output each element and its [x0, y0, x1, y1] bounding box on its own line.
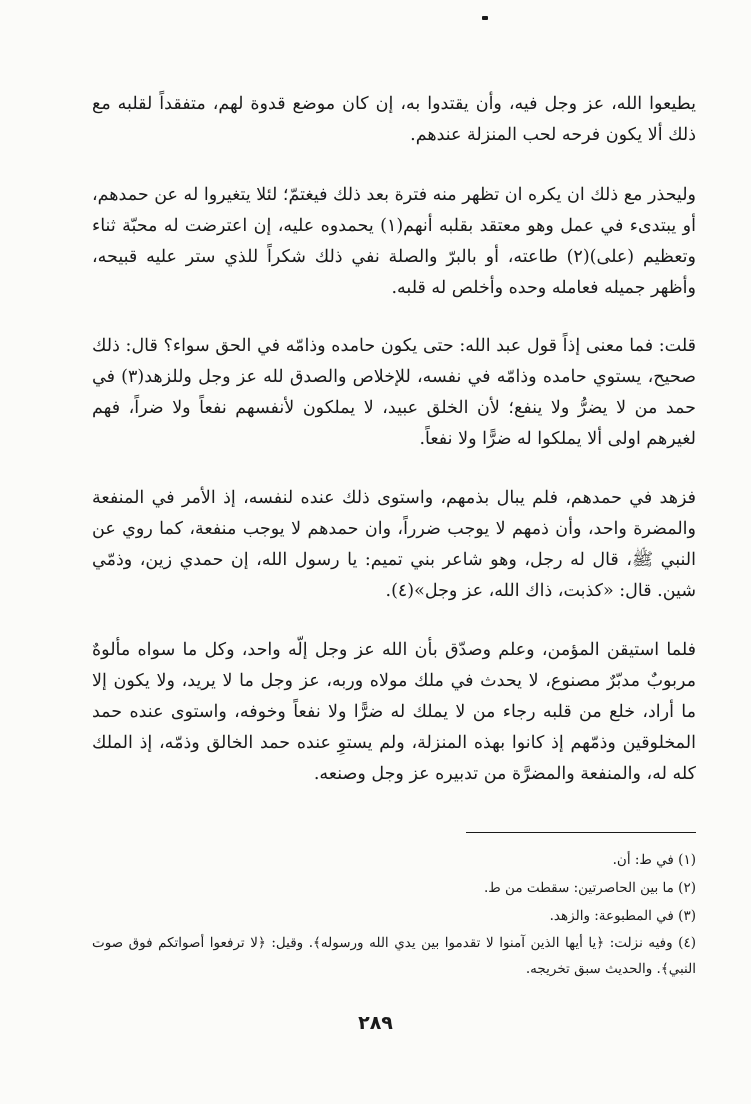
- footnote-separator: [466, 832, 696, 833]
- paragraph-text: يطيعوا الله، عز وجل فيه، وأن يقتدوا به، إن كان موضع قدوة لهم، متفقداً لقلبه مع ذلك ألا يكون فرحه لحب المنزلة عندهم.: [92, 94, 696, 145]
- paragraph-1: [92, 89, 696, 151]
- paragraph-text: فلما استيقن المؤمن، وعلم وصدّق بأن الله عز وجل إلّه واحد، وكل ما سواه مألوهٌ مربوبٌ مدبّرٌ مصنوع، لا يحدث في ملك مولاه وربه، عز وجل ما لا يريد، ولا يكون إلا ما أراد، خلع من قلبه رجاء من لا يملك له ضرًّا ولا نفعاً وخوفه، واستوى عنده حمد المخلوقين وذمّهم إذ كانوا بهذه المنزلة، ولم يستوِ عنده حمد الخالق وذمّه، إذ الملك كله له، والمنفعة والمضرَّة من تدبيره عز وجل وصنعه.: [92, 640, 696, 784]
- footnote-1: (١) في ط: أن.: [612, 852, 696, 868]
- paragraph-5: [92, 635, 696, 790]
- footnote-2: (٢) ما بين الحاصرتين: سقطت من ط.: [483, 880, 696, 896]
- paragraph-2: [92, 180, 696, 304]
- paragraph-text: قلت: فما معنى إذاً قول عبد الله: حتى يكون حامده وذامّه في الحق سواء؟ قال: ذلك صحيح، يستوي حامده وذامّه في نفسه، للإخلاص والصدق لله عز وجل وللزهد(٣) في حمد من لا يضرُّ ولا ينفع؛ لأن الخلق عبيد، لا يملكون لأنفسهم نفعاً ولا ضراً، فهم لغيرهم اولى ألا يملكوا له ضرًّا ولا نفعاً.: [92, 336, 697, 449]
- footnote-3: (٣) في المطبوعة: والزهد.: [549, 908, 696, 924]
- paragraph-4: [92, 483, 696, 607]
- paragraph-text: فزهد في حمدهم، فلم يبال بذمهم، واستوى ذلك عنده لنفسه، إذ الأمر في المنفعة والمضرة واحد، وأن ذمهم لا يوجب ضرراً، وان حمدهم لا يوجب منفعة، كما روي عن النبي ﷺ، قال له رجل، وهو شاعر بني تميم: يا رسول الله، إن حمدي زين، وذمّي شين. قال: «كذبت، ذاك الله، عز وجل»(٤).: [92, 488, 696, 601]
- paragraph-text: وليحذر مع ذلك ان يكره ان تظهر منه فترة بعد ذلك فيغتمّ؛ لئلا يتغيروا له عن حمدهم، أو يبتدىء في عمل وهو معتقد بقلبه أنهم(١) يحمدوه عليه، إن اعترضت له محبّة ثناء وتعظيم (على)(٢) طاعته، أو بالبرّ والصلة نفي ذلك شكراً للذي ستر عليه قبيحه، وأظهر جميله فعامله وحده وأخلص له قلبه.: [92, 185, 696, 298]
- top-ink-mark: [482, 16, 488, 20]
- footnotes: [92, 846, 696, 982]
- page-number: ٢٨٩: [358, 1012, 393, 1034]
- paragraph-3: [92, 331, 696, 455]
- footnote-4: (٤) وفيه نزلت: ﴿يا أيها الذين آمنوا لا تقدموا بين يدي الله ورسوله﴾. وقيل: ﴿لا ترفعوا أصواتكم فوق صوت النبي﴾. والحديث سبق تخريجه.: [92, 935, 697, 977]
